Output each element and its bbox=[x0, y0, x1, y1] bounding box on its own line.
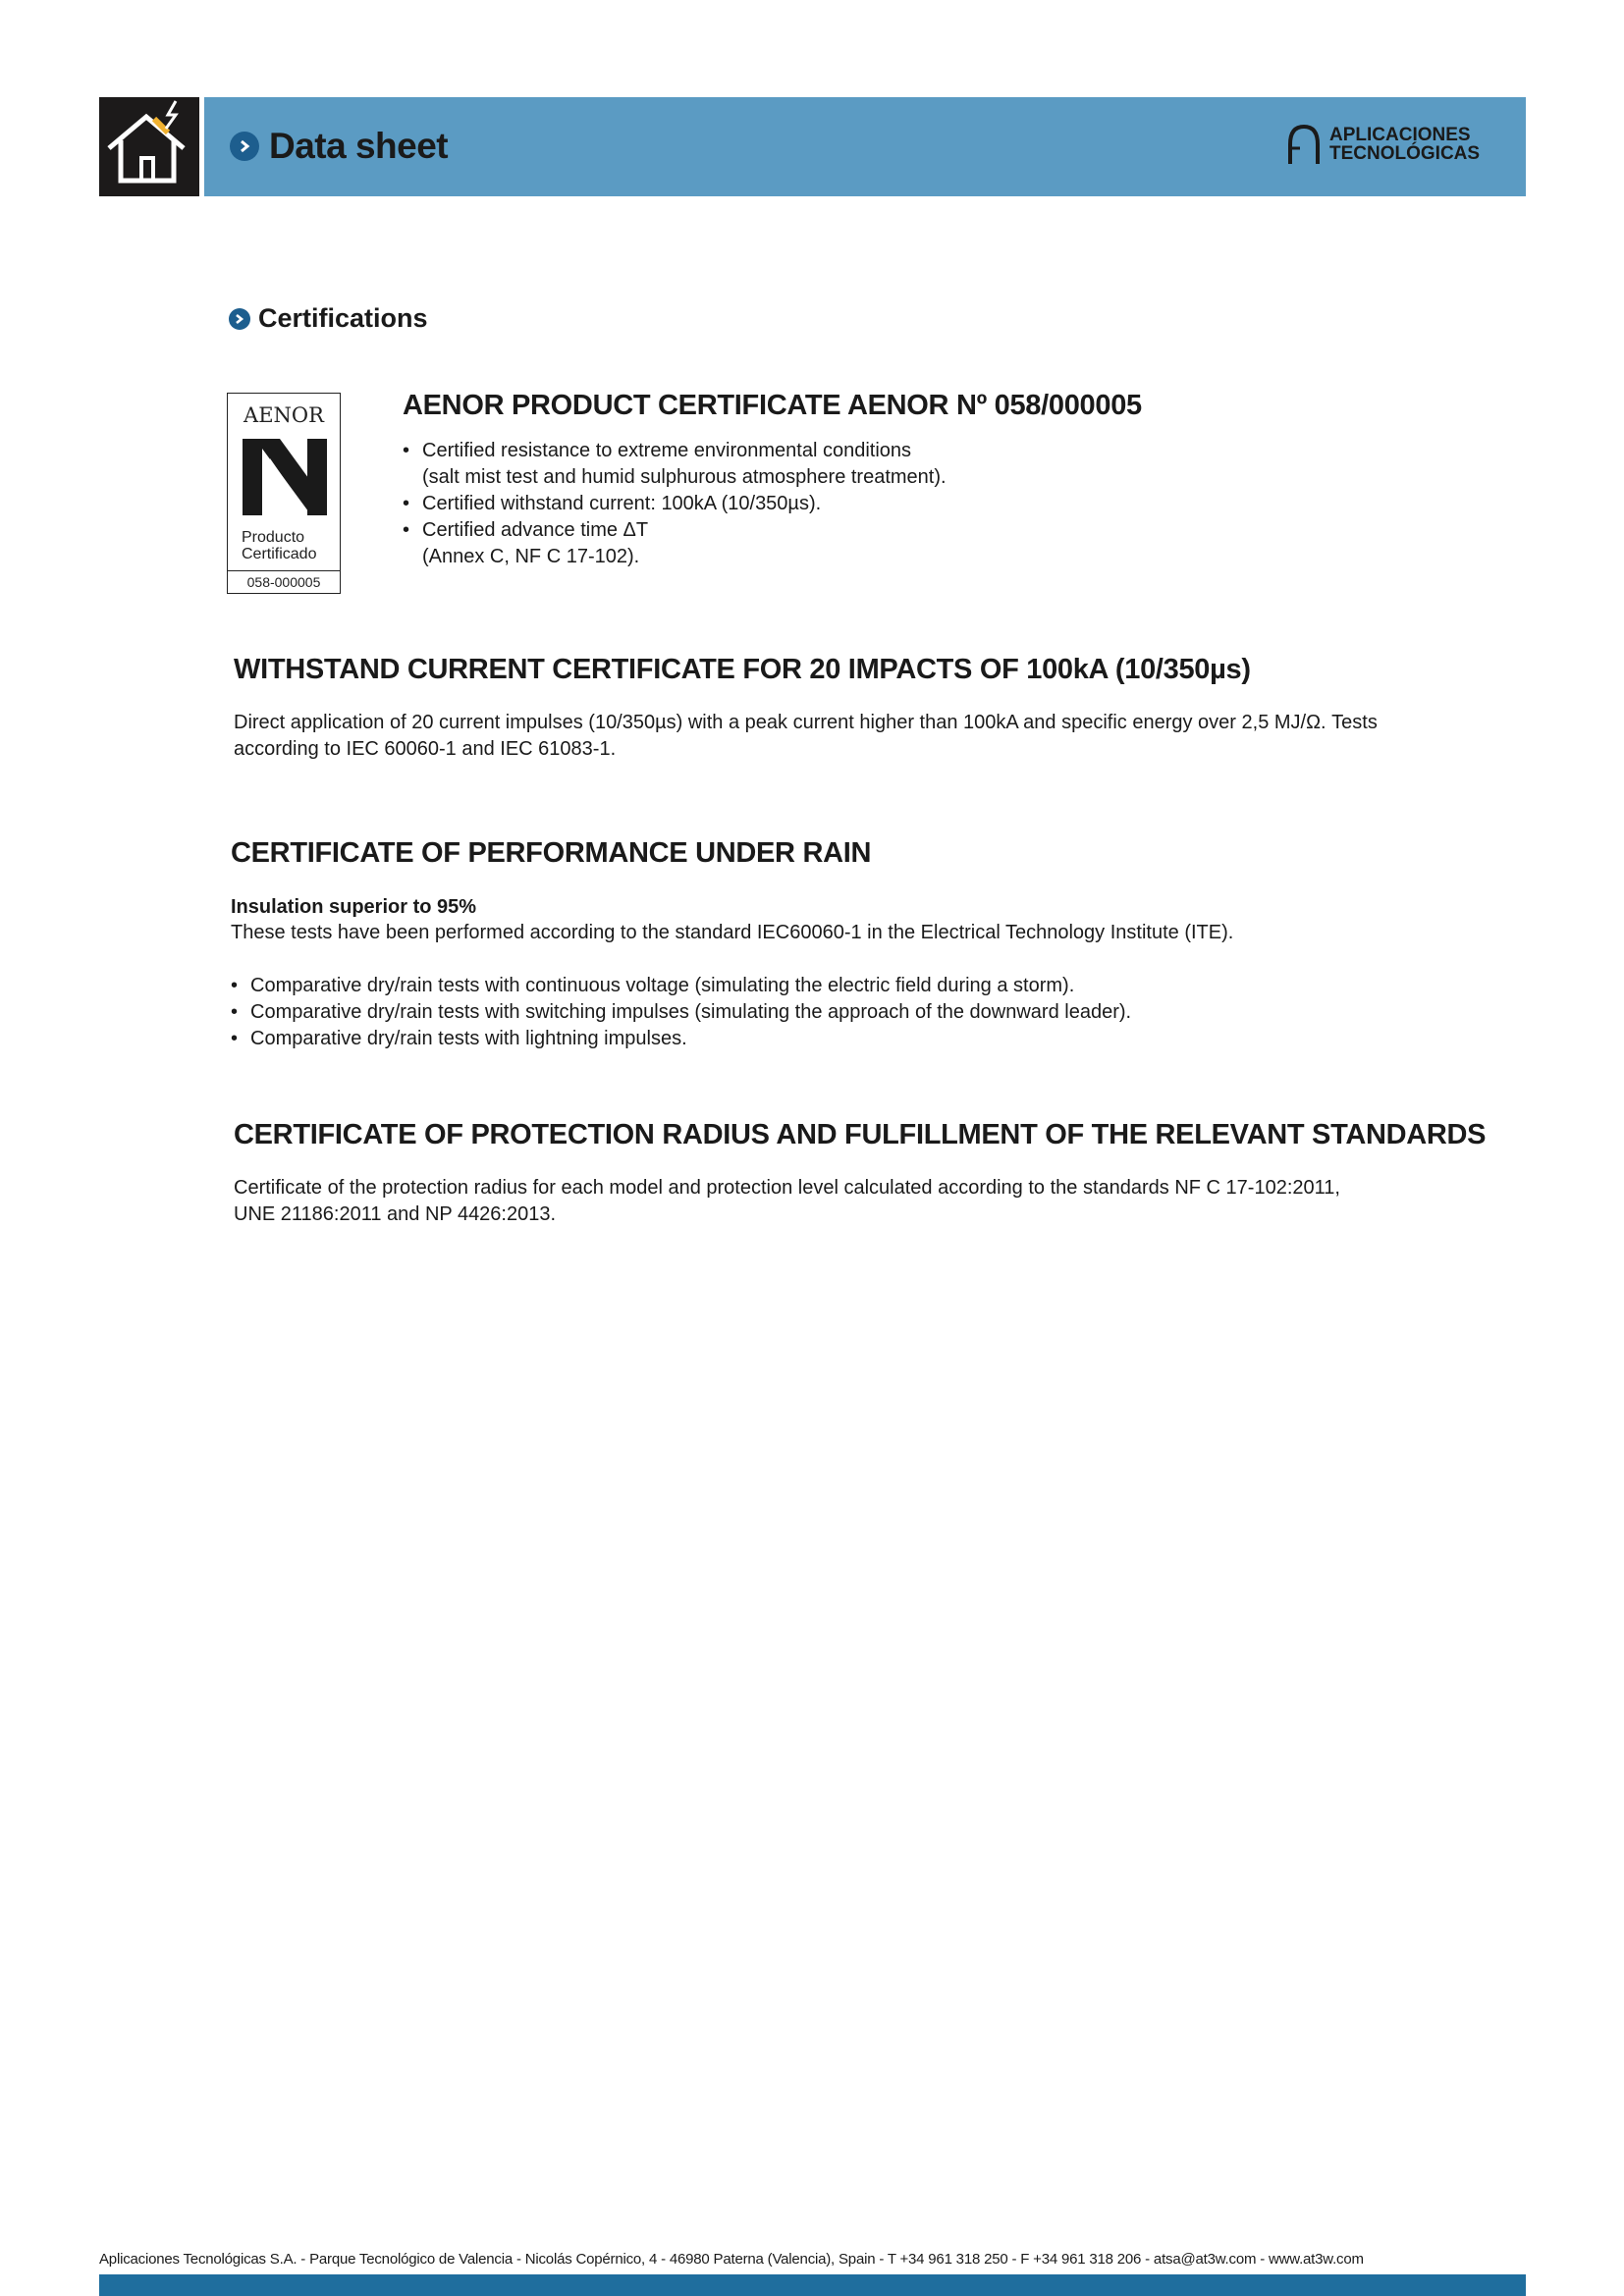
brand-line-2: TECNOLÓGICAS bbox=[1329, 143, 1481, 164]
section-title: Certifications bbox=[258, 303, 428, 333]
aenor-n-mark-icon bbox=[243, 435, 327, 519]
cert3-intro: These tests have been performed according to the standard IEC60060-1 in the Electrical Technology Institute (ITE). bbox=[231, 922, 1234, 943]
cert3-subtitle: Insulation superior to 95% bbox=[231, 896, 477, 918]
aenor-logo-caption: Producto Certificado bbox=[242, 529, 317, 562]
list-item: • Certified advance time ΔT (Annex C, NF C 17-102). bbox=[401, 517, 1088, 570]
cert4-title: CERTIFICATE OF PROTECTION RADIUS AND FULFILLMENT OF THE RELEVANT STANDARDS bbox=[234, 1119, 1487, 1150]
list-item: • Comparative dry/rain tests with continuous voltage (simulating the electric field during a storm). bbox=[229, 973, 1505, 999]
brand-logo bbox=[1286, 123, 1480, 166]
list-item: • Certified withstand current: 100kA (10/350µs). bbox=[401, 491, 1088, 517]
footer-address: Aplicaciones Tecnológicas S.A. - Parque Tecnológico de Valencia - Nicolás Copérnico, 4 - 46980 Paterna (Valencia), Spain - T +34 961 318 250 - F +34 961 318 206 - atsa@at3w.com - www.at3w.com bbox=[99, 2251, 1364, 2268]
chevron-right-icon bbox=[229, 308, 250, 330]
cert3-title: CERTIFICATE OF PERFORMANCE UNDER RAIN bbox=[231, 837, 872, 869]
list-item: • Comparative dry/rain tests with switching impulses (simulating the approach of the downward leader). bbox=[229, 999, 1505, 1026]
house-lightning-icon-box bbox=[99, 97, 199, 196]
list-item: • Comparative dry/rain tests with lightning impulses. bbox=[229, 1026, 1505, 1052]
aenor-logo-number: 058-000005 bbox=[228, 570, 340, 593]
aenor-logo-name: AENOR bbox=[244, 403, 324, 427]
aenor-logo bbox=[227, 393, 341, 594]
brand-line-1: APLICACIONES bbox=[1329, 125, 1471, 145]
header-title-group bbox=[230, 126, 448, 167]
cert4-body: Certificate of the protection radius for each model and protection level calculated according to the standards NF C 17-102:2011, UNE 21186:2011 and NP 4426:2013. bbox=[234, 1177, 1340, 1225]
footer-bar bbox=[99, 2274, 1526, 2296]
house-lightning-icon bbox=[99, 97, 199, 196]
cert2-body: Direct application of 20 current impulses (10/350µs) with a peak current higher than 100kA and specific energy over 2,5 MJ/Ω. Tests according to IEC 60060-1 and IEC 61083-1. bbox=[234, 712, 1378, 760]
cert1-title: AENOR PRODUCT CERTIFICATE AENOR Nº 058/000005 bbox=[403, 390, 1142, 421]
list-item: • Certified resistance to extreme environmental conditions (salt mist test and humid sulphurous atmosphere treatment). bbox=[401, 438, 1088, 491]
section-heading bbox=[229, 303, 428, 334]
chevron-right-icon bbox=[230, 132, 259, 161]
cert1-bullet-list bbox=[401, 438, 1088, 570]
cert2-title: WITHSTAND CURRENT CERTIFICATE FOR 20 IMPACTS OF 100kA (10/350µs) bbox=[234, 654, 1251, 685]
page-title: Data sheet bbox=[269, 126, 449, 166]
cert3-bullet-list bbox=[229, 973, 1505, 1052]
brand-arch-icon bbox=[1286, 123, 1322, 166]
